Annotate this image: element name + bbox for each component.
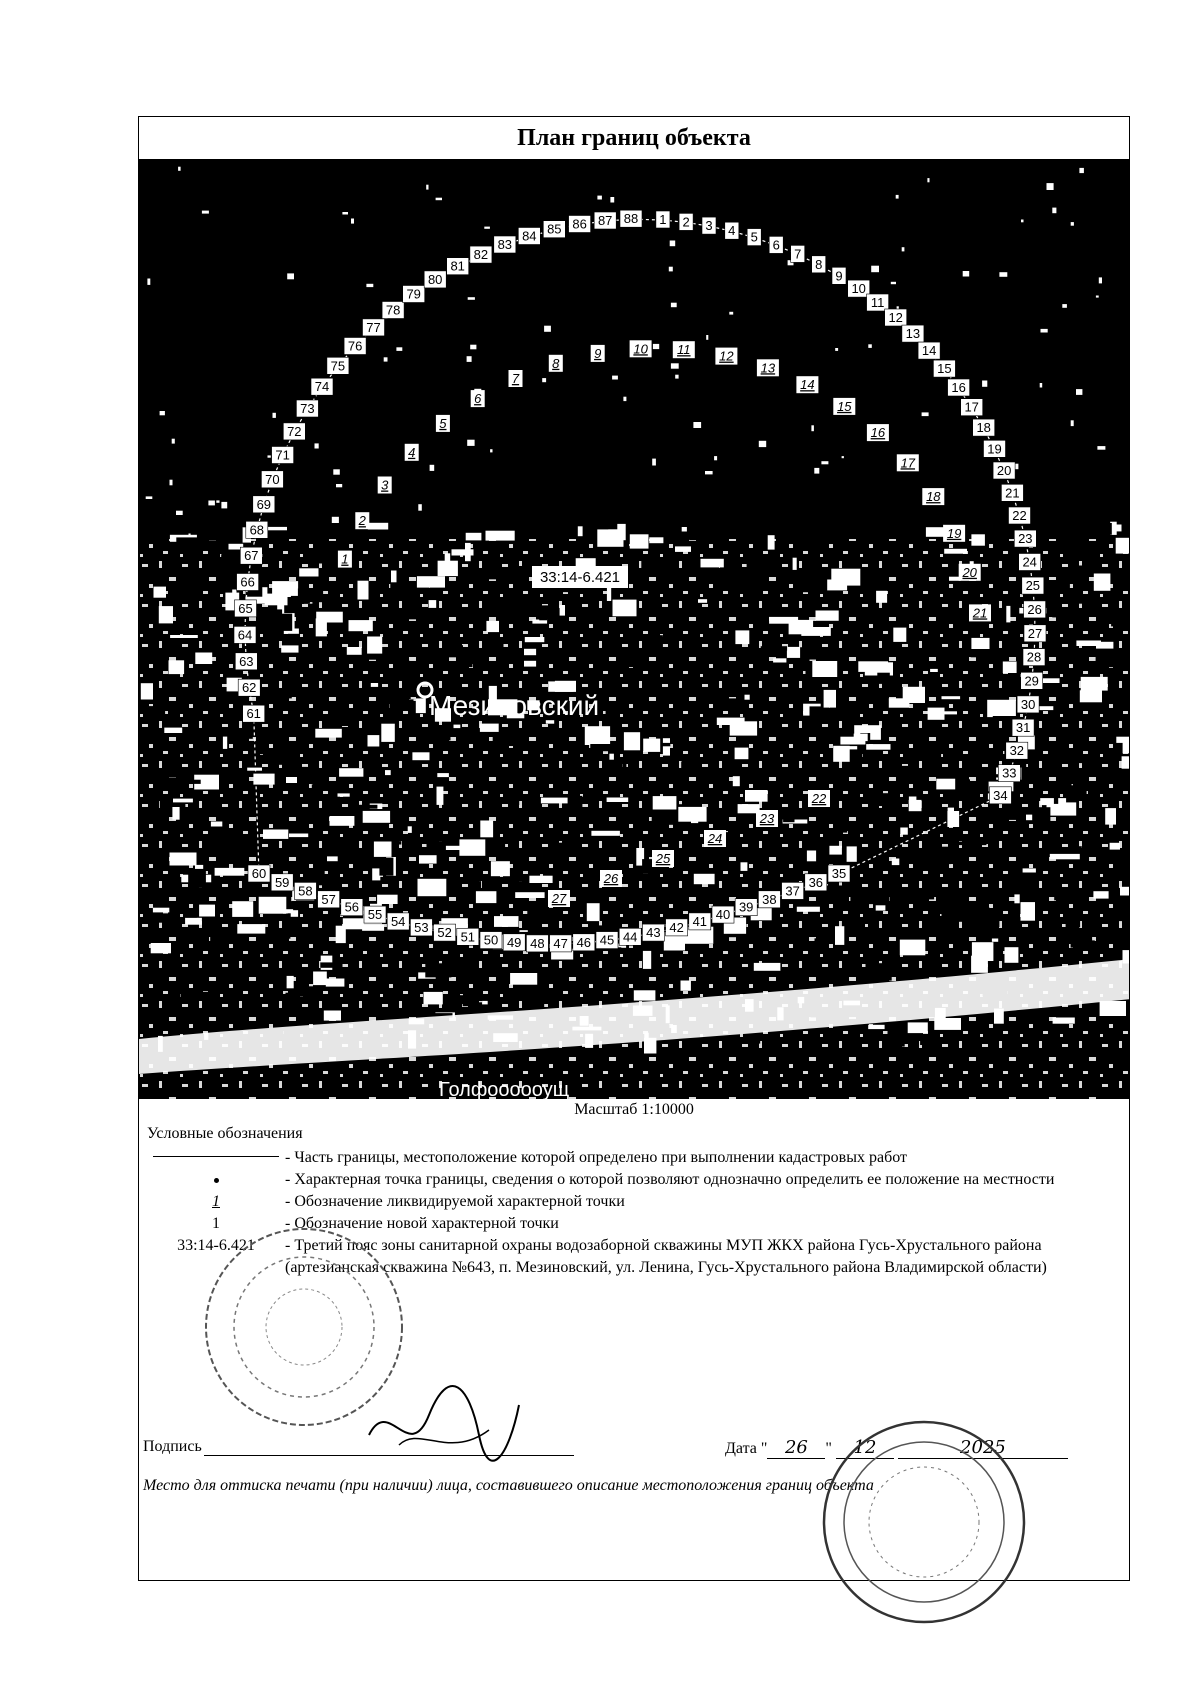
old-point-label: 8 (552, 355, 560, 371)
old-point-label: 11 (677, 342, 691, 358)
new-point-label: 42 (669, 919, 684, 935)
new-point-label: 62 (241, 680, 257, 696)
legend-item-new-point: 1 - Обозначение новой характерной точки (212, 1215, 559, 1232)
new-point-label: 22 (1012, 508, 1027, 523)
legend-item-old-point: 1 - Обозначение ликвидируемой характерной точки (212, 1193, 625, 1210)
date-label: Дата (725, 1440, 757, 1457)
date-block: Дата " 26 " 12 2025 (725, 1437, 1068, 1459)
new-point-label: 31 (1015, 720, 1031, 736)
old-point-label: 6 (474, 391, 482, 407)
old-point-label: 7 (511, 371, 520, 386)
new-point-label: 50 (483, 932, 499, 948)
new-point-label: 14 (921, 343, 937, 359)
map-scale: Масштаб 1:10000 (574, 1101, 694, 1118)
new-point-label: 9 (835, 268, 843, 284)
point-dot-icon (214, 1178, 219, 1183)
new-point-label: 88 (623, 211, 639, 227)
new-point-label: 67 (244, 548, 259, 564)
signature-label: Подпись (143, 1438, 202, 1455)
new-point-label: 2 (682, 214, 690, 230)
new-point-label: 18 (976, 420, 991, 436)
new-point-label: 49 (506, 934, 522, 950)
new-point-label: 15 (937, 361, 952, 377)
new-point-label: 48 (530, 935, 545, 951)
new-point-label: 16 (951, 380, 966, 395)
old-point-label: 27 (551, 891, 567, 906)
old-point-label: 3 (381, 477, 389, 493)
new-point-label: 56 (344, 899, 360, 915)
boundary-map (139, 159, 1129, 1099)
new-point-label: 69 (256, 496, 272, 512)
new-point-label: 11 (870, 295, 885, 310)
new-point-label: 30 (1020, 696, 1036, 712)
new-point-label: 25 (1025, 578, 1041, 594)
new-point-label: 61 (246, 706, 261, 722)
new-point-label: 7 (794, 246, 802, 262)
new-point-label: 73 (300, 401, 315, 416)
new-point-label: 66 (240, 574, 255, 590)
new-point-label: 45 (599, 932, 615, 948)
old-point-label: 22 (811, 791, 827, 806)
new-point-label: 17 (964, 399, 979, 415)
new-point-label: 27 (1027, 625, 1043, 641)
new-point-label: 13 (905, 326, 921, 342)
new-point-label: 1 (659, 212, 667, 227)
new-point-label: 6 (772, 237, 780, 253)
handwritten-signature (359, 1375, 529, 1470)
new-point-label: 35 (831, 866, 847, 881)
legend-item-zone: 33:14-6.421 - Третий пояс зоны санитарной охраны водозаборной скважины МУП ЖКХ района Гусь-Хрустального района (артезианская скважина №643, п. Мезиновский, ул. Ленина, Гусь-Хрустального района Владимирской области) (177, 1237, 1047, 1276)
map-overlay-text (139, 159, 1129, 1099)
new-point-label: 65 (238, 600, 253, 616)
date-month: 12 (836, 1437, 894, 1459)
new-point-label: 37 (785, 883, 800, 899)
new-point-label: 38 (762, 891, 777, 907)
new-point-label: 78 (385, 302, 401, 318)
new-point-label: 63 (239, 653, 254, 669)
new-point-label: 81 (450, 258, 465, 274)
new-point-label: 64 (237, 627, 253, 643)
new-point-label: 21 (1005, 485, 1020, 501)
new-point-label: 70 (265, 471, 280, 487)
new-point-label: 8 (815, 256, 823, 272)
new-point-label: 24 (1022, 554, 1037, 570)
new-point-label: 59 (274, 874, 290, 890)
new-point-label: 68 (249, 522, 265, 538)
page-title: План границ объекта (139, 117, 1129, 160)
new-point-label: 76 (347, 338, 363, 354)
new-point-label: 51 (460, 929, 476, 945)
new-point-label: 46 (576, 934, 592, 950)
new-point-label: 5 (750, 229, 758, 245)
new-point-label: 41 (692, 913, 708, 929)
round-stamp-right (819, 1417, 1029, 1627)
old-point-label: 24 (707, 831, 723, 846)
old-point-label: 23 (759, 811, 775, 826)
old-point-label: 14 (800, 377, 815, 393)
zone-label: 33:14-6.421 (539, 569, 621, 586)
new-point-label: 80 (427, 271, 443, 287)
old-point-label: 4 (408, 444, 416, 460)
new-point-label: 39 (738, 899, 754, 915)
new-point-label: 55 (367, 907, 383, 923)
new-point-label: 53 (414, 919, 429, 935)
date-day: 26 (767, 1437, 825, 1459)
new-point-label: 3 (705, 218, 713, 234)
old-point-label: 19 (946, 525, 962, 541)
old-point-label: 9 (594, 345, 602, 361)
legend-title: Условные обозначения (147, 1125, 303, 1142)
new-point-label: 85 (547, 221, 562, 237)
new-point-label: 36 (808, 874, 824, 890)
old-point-label: 2 (358, 513, 366, 529)
old-point-label: 10 (633, 341, 648, 357)
old-point-label: 21 (972, 605, 988, 621)
street-fragment: Голфоооооущ (439, 1079, 570, 1099)
old-point-label: 17 (900, 455, 916, 471)
new-point-label: 54 (390, 913, 406, 929)
date-year: 2025 (898, 1437, 1068, 1459)
old-point-label: 1 (341, 551, 349, 567)
new-point-label: 82 (473, 247, 489, 263)
new-point-label: 43 (646, 925, 661, 941)
boundary-line-icon (153, 1156, 279, 1157)
new-point-label: 72 (287, 423, 302, 439)
new-point-label: 29 (1024, 673, 1039, 689)
place-name: Мезиновский (429, 690, 600, 721)
new-point-label: 4 (728, 223, 736, 239)
old-point-label: 13 (760, 360, 776, 376)
new-point-label: 44 (622, 929, 638, 945)
new-point-label: 71 (275, 447, 290, 463)
new-point-label: 75 (330, 358, 346, 374)
old-point-label: 25 (655, 851, 671, 866)
new-point-label: 74 (314, 379, 330, 395)
new-point-label: 34 (993, 787, 1008, 803)
new-point-label: 52 (437, 925, 452, 941)
new-point-label: 26 (1027, 601, 1042, 617)
new-point-label: 87 (597, 213, 613, 228)
new-point-label: 57 (321, 891, 336, 907)
new-point-label: 28 (1026, 649, 1042, 665)
new-point-label: 86 (572, 216, 587, 232)
legend-item-boundary: - Часть границы, местоположение которой определено при выполнении кадастровых работ (147, 1147, 1117, 1169)
new-point-label: 40 (715, 907, 731, 923)
old-point-label: 18 (926, 489, 941, 505)
new-point-label: 10 (851, 281, 866, 297)
old-point-label: 26 (603, 871, 619, 886)
new-point-label: 23 (1018, 531, 1033, 547)
new-point-label: 47 (553, 935, 568, 951)
legend-item-point: - Характерная точка границы, сведения о которой позволяют однозначно определить ее положение на местности (147, 1169, 1117, 1191)
new-point-label: 20 (996, 463, 1012, 478)
old-point-label: 20 (962, 564, 977, 580)
new-point-label: 58 (298, 883, 313, 899)
new-point-label: 60 (251, 866, 267, 881)
old-point-label: 5 (439, 415, 447, 431)
new-point-label: 19 (987, 441, 1002, 457)
new-point-label: 33 (1002, 765, 1017, 781)
new-point-label: 83 (497, 237, 513, 252)
new-point-label: 84 (522, 228, 537, 244)
new-point-label: 77 (366, 319, 381, 335)
new-point-label: 32 (1009, 743, 1025, 759)
document-frame (138, 116, 1130, 1581)
new-point-label: 12 (888, 310, 903, 325)
old-point-label: 16 (870, 425, 886, 441)
old-point-label: 15 (837, 398, 852, 414)
old-point-label: 12 (719, 348, 734, 364)
new-point-label: 79 (406, 286, 421, 302)
stamp-note: Место для оттиска печати (при наличии) лица, составившего описание местоположения границ объекта (143, 1477, 874, 1494)
